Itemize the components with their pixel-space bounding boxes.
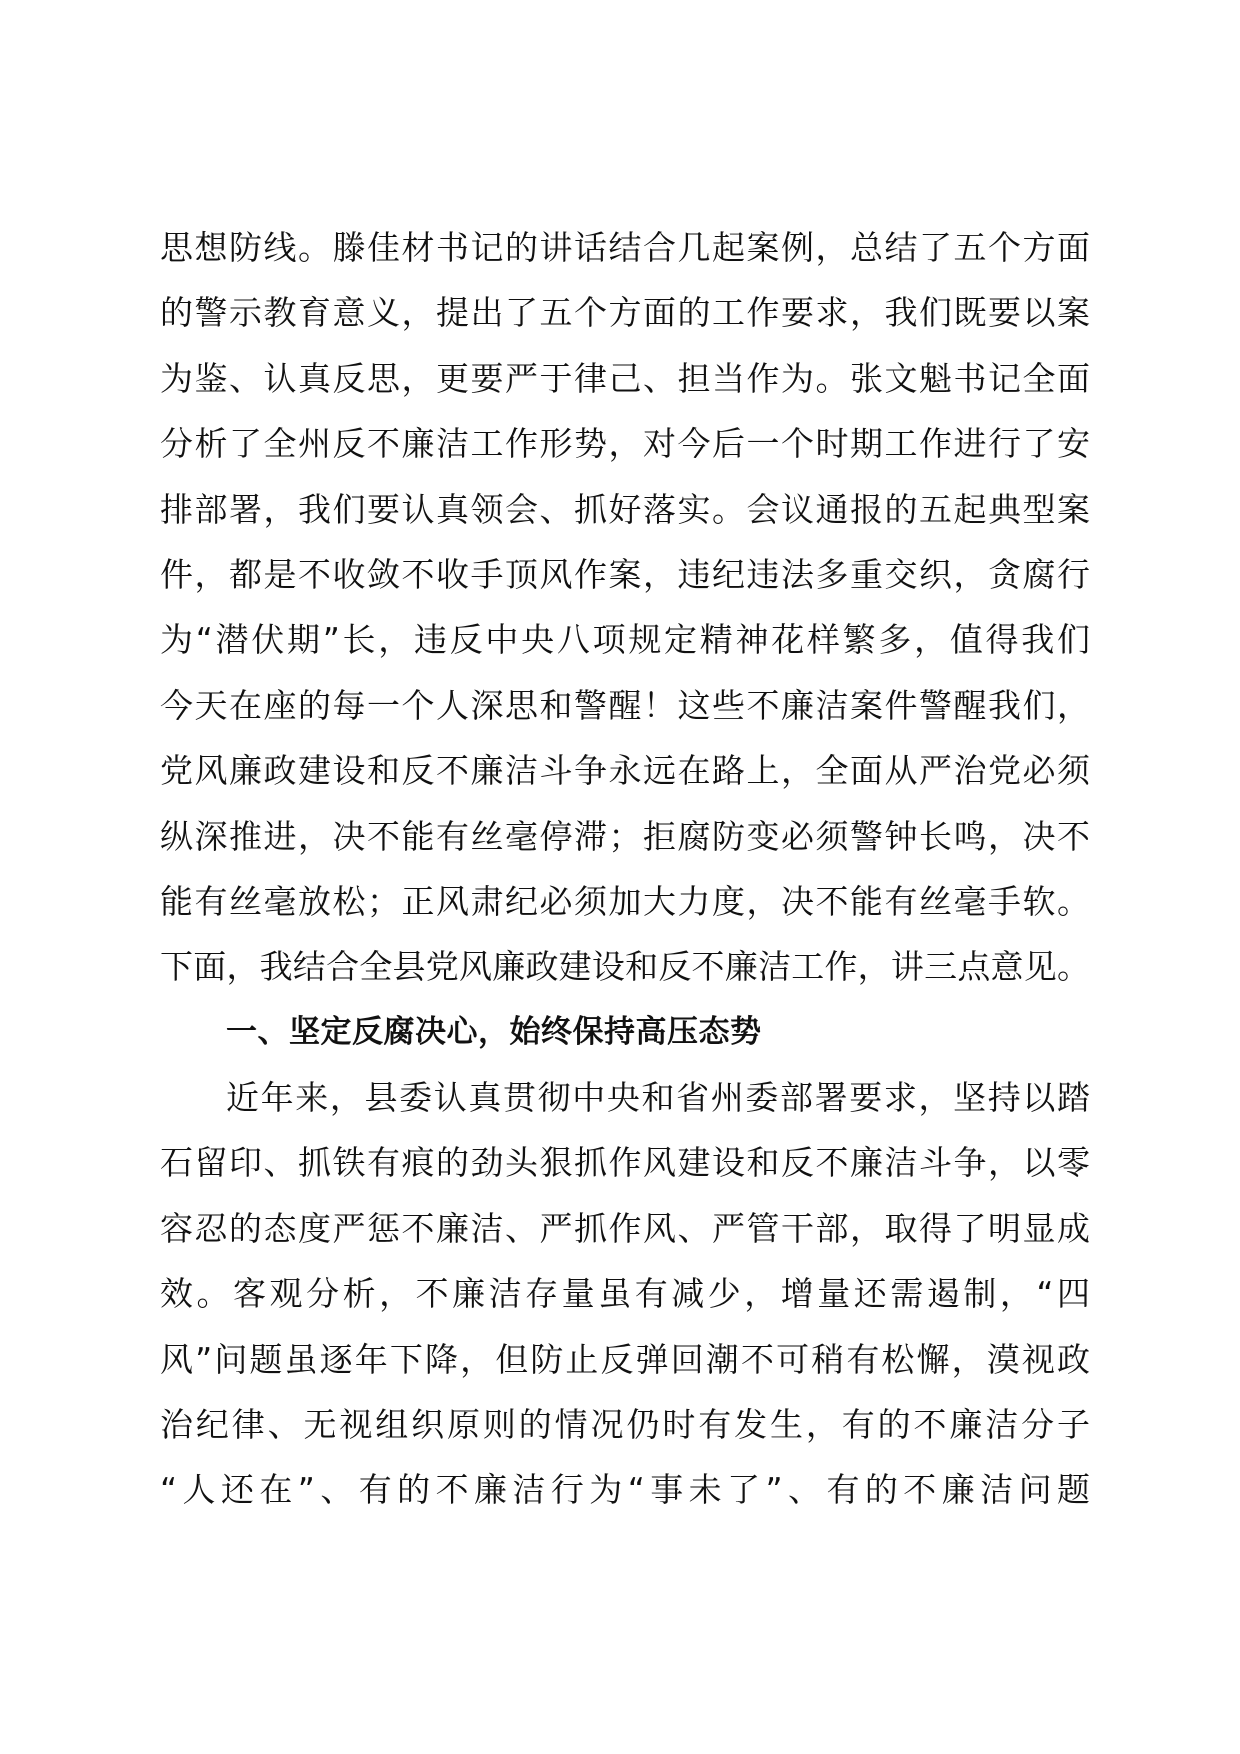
paragraph-line: 件，都是不收敛不收手顶风作案，违纪违法多重交织，贪腐行	[160, 554, 1090, 594]
paragraph-line: 石留印、抓铁有痕的劲头狠抓作风建设和反不廉洁斗争，以零	[160, 1143, 1090, 1183]
paragraph-line: 党风廉政建设和反不廉洁斗争永远在路上，全面从严治党必须	[160, 751, 1090, 791]
paragraph-line: 的警示教育意义，提出了五个方面的工作要求，我们既要以案	[160, 293, 1090, 333]
section-heading: 一、坚定反腐决心，始终保持高压态势	[226, 1013, 762, 1050]
paragraph-line: 为“潜伏期”长，违反中央八项规定精神花样繁多，值得我们	[160, 620, 1090, 660]
paragraph-line: 治纪律、无视组织原则的情况仍时有发生，有的不廉洁分子	[160, 1405, 1090, 1445]
paragraph-line: 为鉴、认真反思，更要严于律己、担当作为。张文魁书记全面	[160, 358, 1090, 398]
paragraph-line: 排部署，我们要认真领会、抓好落实。会议通报的五起典型案	[160, 489, 1090, 529]
paragraph-line: 思想防线。滕佳材书记的讲话结合几起案例，总结了五个方面	[160, 228, 1090, 267]
paragraph-line: 今天在座的每一个人深思和警醒！这些不廉洁案件警醒我们，	[160, 685, 1090, 725]
paragraph-line: 效。客观分析，不廉洁存量虽有减少，增量还需遏制，“四	[160, 1274, 1090, 1314]
paragraph-line: 分析了全州反不廉洁工作形势，对今后一个时期工作进行了安	[160, 424, 1090, 464]
paragraph-line: 下面，我结合全县党风廉政建设和反不廉洁工作，讲三点意见。	[160, 947, 1090, 987]
paragraph-line: “人还在”、有的不廉洁行为“事未了”、有的不廉洁问题	[160, 1470, 1090, 1510]
paragraph-line: 风”问题虽逐年下降，但防止反弹回潮不可稍有松懈，漠视政	[160, 1339, 1090, 1379]
document-body	[160, 215, 1090, 1523]
paragraph-line: 纵深推进，决不能有丝毫停滞；拒腐防变必须警钟长鸣，决不	[160, 816, 1090, 856]
paragraph-line: 容忍的态度严惩不廉洁、严抓作风、严管干部，取得了明显成	[160, 1208, 1090, 1248]
paragraph-line: 近年来，县委认真贯彻中央和省州委部署要求，坚持以踏	[226, 1078, 1090, 1118]
paragraph-line: 能有丝毫放松；正风肃纪必须加大力度，决不能有丝毫手软。	[160, 881, 1090, 921]
